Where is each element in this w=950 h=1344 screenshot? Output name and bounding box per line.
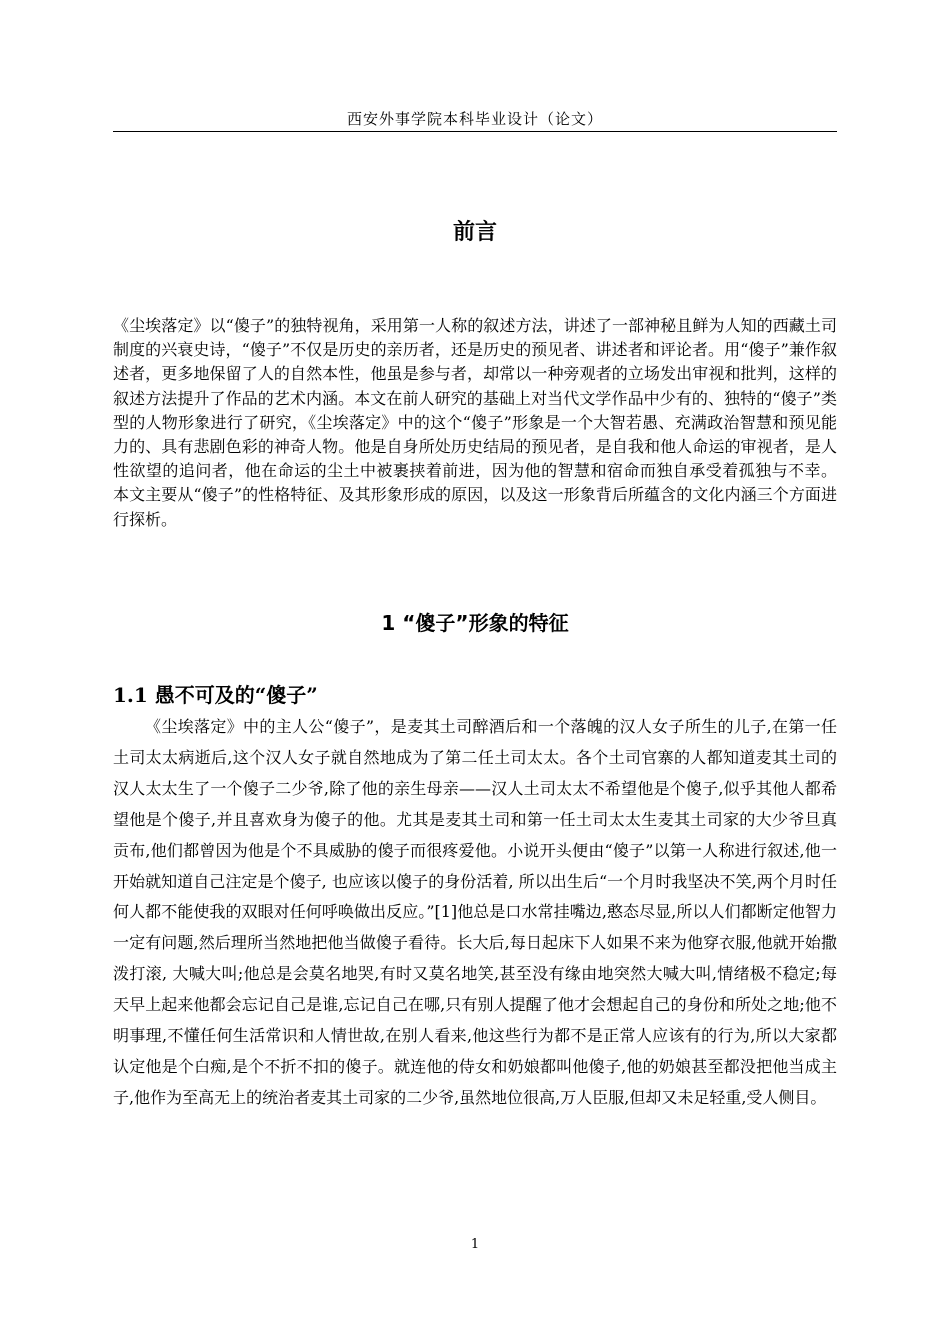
running-header: 西安外事学院本科毕业设计（论文） <box>346 110 603 128</box>
section-title: 1.1 愚不可及的“傻子” <box>113 683 318 707</box>
page-number: 1 <box>470 1237 480 1252</box>
chapter-title: 1 “傻子”形象的特征 <box>381 611 569 635</box>
preface-paragraph: 《尘埃落定》以“傻子”的独特视角，采用第一人称的叙述方法，讲述了一部神秘且鲜为人知的西藏土司制度的兴衰史诗，“傻子”不仅是历史的亲历者，还是历史的预见者、讲述者和评论者。用“傻子”兼作叙述者，更多地保留了人的自然本性，他虽是参与者，却常以一种旁观者的立场发出审视和批判，这样的叙述方法提升了作品的艺术内涵。本文在前人研究的基础上对当代文学作品中少有的、独特的“傻子”类型的人物形象进行了研究，《尘埃落定》中的这个“傻子”形象是一个大智若愚、充满政治智慧和预见能力的、具有悲剧色彩的神奇人物。他是自身所处历史结局的预见者，是自我和他人命运的审视者，是人性欲望的追问者，他在命运的尘土中被裹挟着前进，因为他的智慧和宿命而独自承受着孤独与不幸。 本文主要从“傻子”的性格特征、及其形象形成的原因，以及这一形象背后所蕴含的文化内涵三个方面进行探析。 <box>113 316 837 529</box>
preface-title: 前言 <box>452 220 497 245</box>
section-paragraph: 《尘埃落定》中的主人公“傻子”，是麦其土司醉酒后和一个落魄的汉人女子所生的儿子,在第一任土司太太病逝后,这个汉人女子就自然地成为了第二任土司太太。各个土司官寨的人都知道麦其土司的汉人太太生了一个傻子二少爷,除了他的亲生母亲——汉人土司太太不希望他是个傻子,似乎其他人都希望他是个傻子,并且喜欢身为傻子的他。尤其是麦其土司和第一任土司太太生麦其土司家的大少爷旦真贡布,他们都曾因为他是个不具威胁的傻子而很疼爱他。小说开头便由“傻子”以第一人称进行叙述,他一开始就知道自己注定是个傻子, 也应该以傻子的身份活着, 所以出生后“一个月时我坚决不笑,两个月时任何人都不能使我的双眼对任何呼唤做出反应。”[1]他总是口水常挂嘴边,憨态尽显,所以人们都断定他智力一定有问题,然后理所当然地把他当做傻子看待。长大后,每日起床下人如果不来为他穿衣服,他就开始撒泼打滚, 大喊大叫;他总是会莫名地哭,有时又莫名地笑,甚至没有缘由地突然大喊大叫,情绪极不稳定;每天早上起来他都会忘记自己是谁,忘记自己在哪,只有别人提醒了他才会想起自己的身份和所处之地;他不明事理,不懂任何生活常识和人情世故,在别人看来,他这些行为都不是正常人应该有的行为,所以大家都认定他是个白痴,是个不折不扣的傻子。就连他的侍女和奶娘都叫他傻子,他的奶娘甚至都没把他当成主子,他作为至高无上的统治者麦其土司家的二少爷,虽然地位很高,万人臣服,但却又未足轻重,受人侧目。 <box>113 717 837 1107</box>
header-divider <box>113 131 837 132</box>
